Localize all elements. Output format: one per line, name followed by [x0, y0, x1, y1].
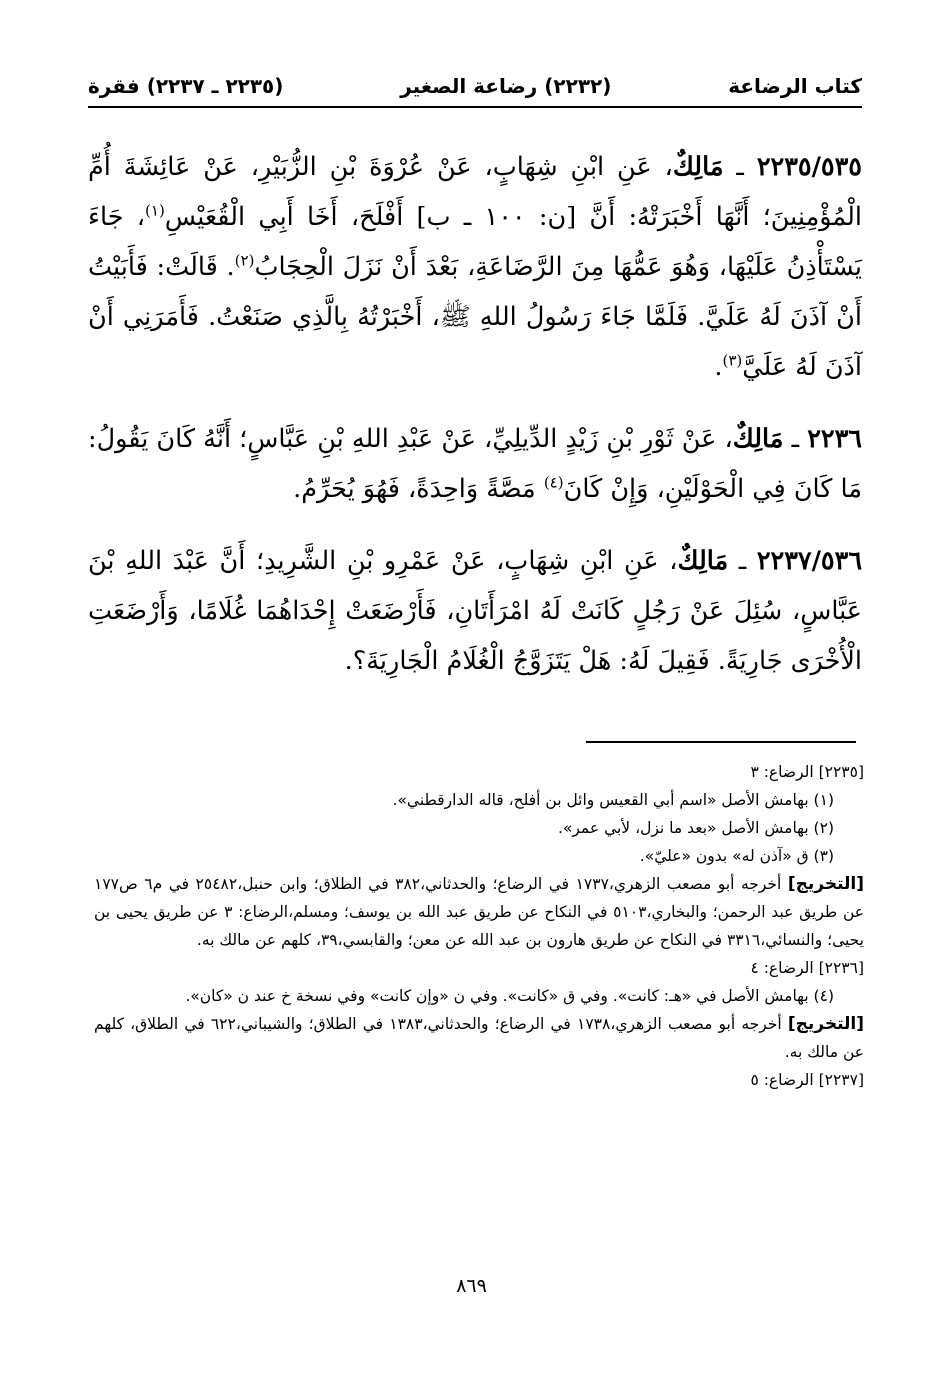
hadith-number: ٢٢٣٦ — [807, 424, 862, 454]
narrator-name: مَالِكٌ — [732, 424, 784, 454]
narrator-name: مَالِكٌ — [677, 546, 729, 576]
hadith-text: . قَالَتْ: فَأَبَيْتُ أَنْ آذَنَ لَهُ عَلَيَّ. فَلَمَّا جَاءَ رَسُولُ اللهِ ﷺ، أَخْبَرْتُهُ بِالَّذِي صَنَعْتُ. فَأَمَرَنِي أَنْ آذَنَ لَهُ عَلَيَّ — [88, 252, 862, 382]
hadith-paragraph — [88, 142, 862, 392]
takhrij-text: أخرجه أبو مصعب الزهري،١٧٣٨ في الرضاع؛ والحدثاني،١٣٨٣ في الطلاق؛ والشيباني،٦٢٢ في الطلاق، كلهم عن مالك به. — [94, 1015, 864, 1061]
hadith-text: مَصَّةً وَاحِدَةً، فَهُوَ يُحَرِّمُ. — [293, 474, 544, 504]
hadith-paragraph — [88, 536, 862, 686]
takhrij-label: [التخريج] — [787, 1014, 865, 1034]
paragraph-range: (٢٢٣٥ ـ ٢٢٣٧) فقرة — [88, 74, 284, 98]
hadith-text: ، عَنْ ثَوْرِ بْنِ زَيْدٍ الدِّيلِيِّ، عَنْ عَبْدِ اللهِ بْنِ عَبَّاسٍ؛ أَنَّهُ كَانَ يَقُولُ: مَا كَانَ فِي الْحَوْلَيْنِ، وَإِنْ كَانَ — [88, 424, 862, 504]
main-text — [88, 142, 862, 708]
footnote: (٢) بهامش الأصل «بعد ما نزل، لأبي عمر». — [557, 819, 834, 837]
footnote: (٤) بهامش الأصل في «هـ: كانت». وفي ق «كانت». وفي ن «وإن كانت» وفي نسخة خ عند ن «كان». — [185, 987, 834, 1005]
narrator-name: مَالِكٌ — [672, 152, 724, 182]
number-separator: ـ — [728, 546, 757, 576]
hadith-text: ، جَاءَ يَسْتَأْذِنُ عَلَيْهَا، وَهُوَ عَمُّهَا مِنَ الرَّضَاعَةِ، بَعْدَ أَنْ نَزَلَ الْحِجَابُ — [88, 202, 862, 282]
hadith-number: ٢٢٣٥/٥٣٥ — [756, 152, 862, 182]
hadith-text: . — [714, 352, 723, 382]
footnotes — [94, 758, 864, 1094]
hadith-reference: [٢٢٣٥] الرضاع: ٣ — [750, 763, 864, 781]
footnote-marker[interactable]: (٤) — [543, 473, 564, 492]
number-separator: ـ — [723, 152, 757, 182]
takhrij-label: [التخريج] — [787, 874, 864, 894]
chapter-title: (٢٢٣٢) رضاعة الصغير — [400, 74, 612, 98]
hadith-reference: [٢٢٣٦] الرضاع: ٤ — [750, 959, 864, 977]
footnote: (٣) ق «آذن له» بدون «عليّ». — [639, 847, 834, 865]
hadith-paragraph — [88, 414, 862, 514]
hadith-text: ، عَنِ ابْنِ شِهَابٍ، عَنْ عُرْوَةَ بْنِ الزُّبَيْرِ، عَنْ عَائِشَةَ أُمِّ الْمُؤْمِنِينَ؛ أَنَّهَا أَخْبَرَتْهُ: أَنَّ [ن: ١٠٠ ـ ب] أَفْلَحَ، أَخَا أَبِي الْقُعَيْسِ — [88, 152, 863, 232]
book-title: كتاب الرضاعة — [728, 74, 862, 98]
takhrij-note — [94, 870, 864, 954]
takhrij-note — [94, 1010, 864, 1066]
running-header — [88, 66, 862, 108]
footnote-marker[interactable]: (١) — [145, 201, 165, 220]
footnote: (١) بهامش الأصل «اسم أبي القعيس وائل بن أفلح، قاله الدارقطني». — [392, 791, 834, 809]
takhrij-text: أخرجه أبو مصعب الزهري،١٧٣٧ في الرضاع؛ والحدثاني،٣٨٢ في الطلاق؛ وابن حنبل،٢٥٤٨٢ في م٦ ص١٧٧ عن طريق عبد الرحمن؛ والبخاري،٥١٠٣ في النكاح عن طريق عبد الله بن يوسف؛ ومسلم،الرضاع: ٣ عن طريق يحيى بن يحيى؛ والنسائي،٣٣١٦ في النكاح عن طريق هارون بن عبد الله عن معن؛ والقابسي،٣٩، كلهم عن مالك به. — [94, 875, 865, 949]
number-separator: ـ — [783, 424, 808, 454]
footnote-marker[interactable]: (٢) — [234, 251, 255, 270]
hadith-reference: [٢٢٣٧] الرضاع: ٥ — [750, 1071, 864, 1089]
footnote-marker[interactable]: (٣) — [722, 351, 743, 370]
page-number: ٨٦٩ — [456, 1275, 487, 1297]
footnote-separator — [586, 741, 856, 743]
hadith-text: ، عَنِ ابْنِ شِهَابٍ، عَنْ عَمْرِو بْنِ الشَّرِيدِ؛ أَنَّ عَبْدَ اللهِ بْنَ عَبَّاسٍ، سُئِلَ عَنْ رَجُلٍ كَانَتْ لَهُ امْرَأَتَانِ، فَأَرْضَعَتْ إِحْدَاهُمَا غُلَامًا، وَأَرْضَعَتِ الْأُخْرَى جَارِيَةً. فَقِيلَ لَهُ: هَلْ يَتَزَوَّجُ الْغُلَامُ الْجَارِيَةَ؟. — [88, 546, 862, 676]
hadith-number: ٢٢٣٧/٥٣٦ — [756, 546, 863, 576]
